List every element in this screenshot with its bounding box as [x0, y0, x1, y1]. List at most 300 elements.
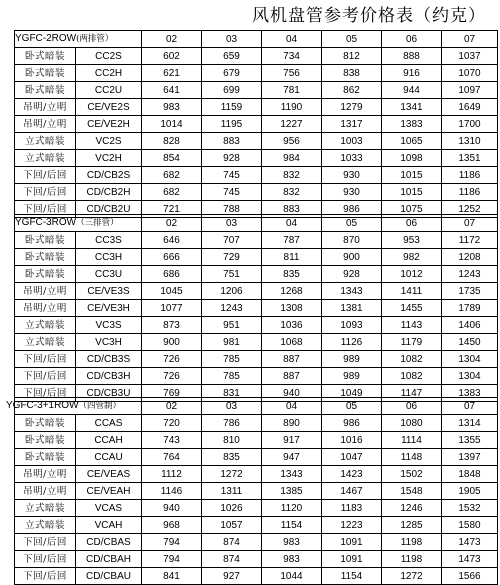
- model-cell: VCAS: [76, 500, 142, 517]
- table-row: [15, 317, 498, 334]
- price-cell: 1014: [142, 116, 202, 133]
- price-cell: 1285: [382, 517, 442, 534]
- price-cell: 1049: [322, 385, 382, 402]
- price-cell: 1080: [382, 415, 442, 432]
- price-cell: 917: [262, 432, 322, 449]
- table-row: [15, 466, 498, 483]
- model-cell: CCAH: [76, 432, 142, 449]
- column-header: 03: [202, 398, 262, 415]
- price-cell: 1252: [442, 201, 498, 218]
- price-cell: 1143: [382, 317, 442, 334]
- price-cell: 1036: [262, 317, 322, 334]
- model-cell: CCAU: [76, 449, 142, 466]
- price-cell: 785: [202, 368, 262, 385]
- price-cell: 1186: [442, 184, 498, 201]
- price-cell: 1186: [442, 167, 498, 184]
- price-cell: 835: [202, 449, 262, 466]
- column-header: 04: [262, 31, 322, 48]
- price-cell: 940: [142, 500, 202, 517]
- price-cell: 951: [202, 317, 262, 334]
- table-row: [15, 266, 498, 283]
- price-cell: 887: [262, 368, 322, 385]
- price-cell: 1383: [442, 385, 498, 402]
- price-cell: 1172: [442, 232, 498, 249]
- install-type-cell: 下回/后回: [15, 184, 76, 201]
- price-cell: 794: [142, 534, 202, 551]
- install-type-cell: 吊明/立明: [15, 483, 76, 500]
- price-cell: 883: [202, 133, 262, 150]
- price-cell: 1012: [382, 266, 442, 283]
- price-cell: 1580: [442, 517, 498, 534]
- price-cell: 1082: [382, 351, 442, 368]
- install-type-cell: 下回/后回: [15, 534, 76, 551]
- price-cell: 1057: [202, 517, 262, 534]
- column-header: 02: [142, 31, 202, 48]
- price-cell: 1314: [442, 415, 498, 432]
- price-cell: 1154: [322, 568, 382, 585]
- price-cell: 1190: [262, 99, 322, 116]
- model-cell: CE/VE2H: [76, 116, 142, 133]
- column-header: 02: [142, 215, 202, 232]
- price-cell: 788: [202, 201, 262, 218]
- install-type-cell: 卧式暗装: [15, 48, 76, 65]
- price-cell: 1045: [142, 283, 202, 300]
- price-cell: 1649: [442, 99, 498, 116]
- install-type-cell: 卧式暗装: [15, 415, 76, 432]
- column-header: 03: [202, 31, 262, 48]
- price-cell: 1195: [202, 116, 262, 133]
- install-type-cell: 下回/后回: [15, 201, 76, 218]
- price-cell: 1455: [382, 300, 442, 317]
- install-type-cell: 吊明/立明: [15, 116, 76, 133]
- price-cell: 787: [262, 232, 322, 249]
- column-header: 04: [262, 215, 322, 232]
- price-cell: 1473: [442, 534, 498, 551]
- table-row: [15, 232, 498, 249]
- install-type-cell: 卧式暗装: [15, 432, 76, 449]
- page-title: 风机盘管参考价格表（约克）: [252, 6, 486, 26]
- model-cell: CE/VE3S: [76, 283, 142, 300]
- price-cell: 1126: [322, 334, 382, 351]
- price-cell: 1268: [262, 283, 322, 300]
- price-cell: 743: [142, 432, 202, 449]
- install-type-cell: 卧式暗装: [15, 82, 76, 99]
- model-cell: CD/CB2U: [76, 201, 142, 218]
- price-cell: 1566: [442, 568, 498, 585]
- install-type-cell: 下回/后回: [15, 351, 76, 368]
- price-cell: 1473: [442, 551, 498, 568]
- price-cell: 1341: [382, 99, 442, 116]
- price-cell: 810: [202, 432, 262, 449]
- price-cell: 887: [262, 351, 322, 368]
- price-cell: 940: [262, 385, 322, 402]
- price-cell: 745: [202, 184, 262, 201]
- section-title: [15, 215, 142, 232]
- price-cell: 1700: [442, 116, 498, 133]
- price-cell: 721: [142, 201, 202, 218]
- price-cell: 729: [202, 249, 262, 266]
- model-cell: VC2S: [76, 133, 142, 150]
- table-row: [15, 48, 498, 65]
- model-cell: CCAS: [76, 415, 142, 432]
- section-title: [6, 398, 133, 415]
- price-cell: 1383: [382, 116, 442, 133]
- price-cell: 1154: [262, 517, 322, 534]
- price-cell: 1304: [442, 351, 498, 368]
- model-cell: CE/VE2S: [76, 99, 142, 116]
- price-cell: 983: [142, 99, 202, 116]
- price-cell: 1065: [382, 133, 442, 150]
- price-cell: 1097: [442, 82, 498, 99]
- model-cell: CE/VEAS: [76, 466, 142, 483]
- price-cell: 769: [142, 385, 202, 402]
- price-cell: 1082: [382, 368, 442, 385]
- price-cell: 1091: [322, 534, 382, 551]
- price-cell: 930: [322, 184, 382, 201]
- price-cell: 1198: [382, 551, 442, 568]
- table-row: [15, 249, 498, 266]
- section-title-text: YGFC-3+1ROW: [6, 400, 79, 411]
- section-title-note: （三排管）: [76, 218, 119, 228]
- price-cell: 1385: [262, 483, 322, 500]
- price-cell: 1905: [442, 483, 498, 500]
- price-cell: 699: [202, 82, 262, 99]
- price-cell: 751: [202, 266, 262, 283]
- model-cell: VC3S: [76, 317, 142, 334]
- price-cell: 1243: [202, 300, 262, 317]
- price-cell: 1016: [322, 432, 382, 449]
- price-table-3plus1row: [6, 397, 498, 585]
- table-row: [15, 133, 498, 150]
- price-cell: 1343: [262, 466, 322, 483]
- price-cell: 989: [322, 368, 382, 385]
- price-cell: 984: [262, 150, 322, 167]
- price-cell: 1091: [322, 551, 382, 568]
- column-header: 02: [142, 398, 202, 415]
- table-row: [15, 368, 498, 385]
- table-row: [15, 568, 498, 585]
- table-row: [15, 500, 498, 517]
- price-cell: 1789: [442, 300, 498, 317]
- price-cell: 1026: [202, 500, 262, 517]
- price-cell: 916: [382, 65, 442, 82]
- model-cell: CD/CBAS: [76, 534, 142, 551]
- price-cell: 682: [142, 184, 202, 201]
- price-cell: 989: [322, 351, 382, 368]
- price-cell: 659: [202, 48, 262, 65]
- model-cell: CD/CBAH: [76, 551, 142, 568]
- price-cell: 1548: [382, 483, 442, 500]
- price-cell: 679: [202, 65, 262, 82]
- column-header: 07: [442, 215, 498, 232]
- price-cell: 1077: [142, 300, 202, 317]
- install-type-cell: 下回/后回: [15, 385, 76, 402]
- install-type-cell: 吊明/立明: [15, 99, 76, 116]
- table-row: [15, 283, 498, 300]
- price-cell: 874: [202, 551, 262, 568]
- table-row: [15, 184, 498, 201]
- model-cell: VC3H: [76, 334, 142, 351]
- price-cell: 928: [202, 150, 262, 167]
- model-cell: VCAH: [76, 517, 142, 534]
- price-cell: 1120: [262, 500, 322, 517]
- price-cell: 1075: [382, 201, 442, 218]
- table-row: [15, 551, 498, 568]
- price-cell: 854: [142, 150, 202, 167]
- price-cell: 1735: [442, 283, 498, 300]
- price-cell: 720: [142, 415, 202, 432]
- section-title-note: （四管制）: [78, 401, 122, 411]
- price-cell: 785: [202, 351, 262, 368]
- section-title-text: YGFC-2ROW: [15, 33, 77, 44]
- price-cell: 1114: [382, 432, 442, 449]
- table-row: [15, 82, 498, 99]
- price-cell: 1033: [322, 150, 382, 167]
- section-header-row: [15, 215, 498, 232]
- price-cell: 841: [142, 568, 202, 585]
- price-cell: 1411: [382, 283, 442, 300]
- model-cell: CD/CBAU: [76, 568, 142, 585]
- price-cell: 874: [202, 534, 262, 551]
- section-title-text: YGFC-3ROW: [15, 217, 77, 228]
- price-cell: 838: [322, 65, 382, 82]
- section-title: [15, 31, 142, 48]
- table-row: [15, 334, 498, 351]
- price-cell: 1003: [322, 133, 382, 150]
- price-cell: 1047: [322, 449, 382, 466]
- price-cell: 1037: [442, 48, 498, 65]
- price-cell: 794: [142, 551, 202, 568]
- price-cell: 835: [262, 266, 322, 283]
- price-cell: 1015: [382, 184, 442, 201]
- table-row: [15, 517, 498, 534]
- price-cell: 1198: [382, 534, 442, 551]
- price-cell: 947: [262, 449, 322, 466]
- install-type-cell: 卧式暗装: [15, 249, 76, 266]
- price-cell: 986: [322, 201, 382, 218]
- price-cell: 1467: [322, 483, 382, 500]
- price-cell: 873: [142, 317, 202, 334]
- price-cell: 1272: [202, 466, 262, 483]
- price-cell: 686: [142, 266, 202, 283]
- price-cell: 1093: [322, 317, 382, 334]
- model-cell: CC2S: [76, 48, 142, 65]
- price-cell: 900: [322, 249, 382, 266]
- model-cell: VC2H: [76, 150, 142, 167]
- install-type-cell: 卧式暗装: [15, 232, 76, 249]
- price-cell: 781: [262, 82, 322, 99]
- price-cell: 956: [262, 133, 322, 150]
- price-cell: 983: [262, 534, 322, 551]
- price-cell: 831: [202, 385, 262, 402]
- price-cell: 666: [142, 249, 202, 266]
- install-type-cell: 吊明/立明: [15, 283, 76, 300]
- price-cell: 1206: [202, 283, 262, 300]
- model-cell: CC3H: [76, 249, 142, 266]
- column-header: 06: [382, 31, 442, 48]
- price-cell: 621: [142, 65, 202, 82]
- price-cell: 811: [262, 249, 322, 266]
- section-title-note: (两排管）: [76, 34, 114, 44]
- install-type-cell: 立式暗装: [15, 317, 76, 334]
- price-cell: 1450: [442, 334, 498, 351]
- price-cell: 707: [202, 232, 262, 249]
- install-type-cell: 吊明/立明: [15, 300, 76, 317]
- price-cell: 1317: [322, 116, 382, 133]
- model-cell: CE/VEAH: [76, 483, 142, 500]
- price-cell: 646: [142, 232, 202, 249]
- price-cell: 1148: [382, 449, 442, 466]
- price-cell: 1243: [442, 266, 498, 283]
- price-cell: 981: [202, 334, 262, 351]
- column-header: 06: [382, 215, 442, 232]
- column-header: 05: [322, 398, 382, 415]
- price-cell: 1179: [382, 334, 442, 351]
- price-cell: 1227: [262, 116, 322, 133]
- price-table-2row: [14, 30, 498, 218]
- price-cell: 756: [262, 65, 322, 82]
- table-row: [15, 150, 498, 167]
- price-cell: 888: [382, 48, 442, 65]
- price-cell: 930: [322, 167, 382, 184]
- price-cell: 1351: [442, 150, 498, 167]
- price-cell: 1070: [442, 65, 498, 82]
- column-header: 07: [442, 398, 498, 415]
- price-cell: 1246: [382, 500, 442, 517]
- table-row: [15, 99, 498, 116]
- price-cell: 986: [322, 415, 382, 432]
- column-header: 07: [442, 31, 498, 48]
- price-cell: 726: [142, 368, 202, 385]
- price-table-3row: [14, 214, 498, 402]
- install-type-cell: 下回/后回: [15, 167, 76, 184]
- price-cell: 1159: [202, 99, 262, 116]
- column-header: 05: [322, 215, 382, 232]
- model-cell: CE/VE3H: [76, 300, 142, 317]
- price-cell: 1068: [262, 334, 322, 351]
- install-type-cell: 卧式暗装: [15, 65, 76, 82]
- price-cell: 602: [142, 48, 202, 65]
- model-cell: CC3U: [76, 266, 142, 283]
- price-cell: 1147: [382, 385, 442, 402]
- price-cell: 944: [382, 82, 442, 99]
- price-cell: 832: [262, 184, 322, 201]
- table-row: [15, 483, 498, 500]
- price-cell: 890: [262, 415, 322, 432]
- price-cell: 812: [322, 48, 382, 65]
- price-cell: 745: [202, 167, 262, 184]
- price-cell: 1183: [322, 500, 382, 517]
- price-cell: 1279: [322, 99, 382, 116]
- price-cell: 786: [202, 415, 262, 432]
- price-cell: 1112: [142, 466, 202, 483]
- price-cell: 828: [142, 133, 202, 150]
- price-cell: 726: [142, 351, 202, 368]
- column-header: 06: [382, 398, 442, 415]
- price-cell: 1146: [142, 483, 202, 500]
- price-cell: 1343: [322, 283, 382, 300]
- model-cell: CC2H: [76, 65, 142, 82]
- model-cell: CD/CB3S: [76, 351, 142, 368]
- price-cell: 982: [382, 249, 442, 266]
- price-cell: 1423: [322, 466, 382, 483]
- price-cell: 764: [142, 449, 202, 466]
- price-cell: 1532: [442, 500, 498, 517]
- model-cell: CD/CB3U: [76, 385, 142, 402]
- install-type-cell: 下回/后回: [15, 368, 76, 385]
- price-cell: 870: [322, 232, 382, 249]
- install-type-cell: 立式暗装: [15, 500, 76, 517]
- table-row: [15, 351, 498, 368]
- install-type-cell: 立式暗装: [15, 150, 76, 167]
- model-cell: CC2U: [76, 82, 142, 99]
- model-cell: CD/CB3H: [76, 368, 142, 385]
- table-row: [15, 116, 498, 133]
- price-cell: 1310: [442, 133, 498, 150]
- section-header-row: [15, 398, 498, 415]
- table-row: [15, 65, 498, 82]
- price-cell: 734: [262, 48, 322, 65]
- price-cell: 682: [142, 167, 202, 184]
- price-cell: 1304: [442, 368, 498, 385]
- table-row: [15, 300, 498, 317]
- section-header-row: [15, 31, 498, 48]
- price-cell: 1355: [442, 432, 498, 449]
- column-header: 05: [322, 31, 382, 48]
- install-type-cell: 下回/后回: [15, 551, 76, 568]
- price-cell: 928: [322, 266, 382, 283]
- model-cell: CD/CB2H: [76, 184, 142, 201]
- price-cell: 1308: [262, 300, 322, 317]
- price-cell: 1311: [202, 483, 262, 500]
- price-cell: 1272: [382, 568, 442, 585]
- table-row: [15, 534, 498, 551]
- model-cell: CD/CB2S: [76, 167, 142, 184]
- price-cell: 983: [262, 551, 322, 568]
- price-cell: 1848: [442, 466, 498, 483]
- table-row: [15, 415, 498, 432]
- price-cell: 968: [142, 517, 202, 534]
- price-cell: 1381: [322, 300, 382, 317]
- price-cell: 1406: [442, 317, 498, 334]
- price-cell: 1208: [442, 249, 498, 266]
- price-cell: 1397: [442, 449, 498, 466]
- install-type-cell: 立式暗装: [15, 517, 76, 534]
- price-cell: 1098: [382, 150, 442, 167]
- price-cell: 862: [322, 82, 382, 99]
- table-row: [15, 432, 498, 449]
- price-cell: 953: [382, 232, 442, 249]
- install-type-cell: 吊明/立明: [15, 466, 76, 483]
- price-cell: 1223: [322, 517, 382, 534]
- install-type-cell: 卧式暗装: [15, 449, 76, 466]
- price-cell: 1044: [262, 568, 322, 585]
- price-cell: 1015: [382, 167, 442, 184]
- column-header: 03: [202, 215, 262, 232]
- price-cell: 1502: [382, 466, 442, 483]
- price-cell: 900: [142, 334, 202, 351]
- price-cell: 927: [202, 568, 262, 585]
- table-row: [15, 449, 498, 466]
- price-cell: 641: [142, 82, 202, 99]
- table-row: [15, 167, 498, 184]
- price-cell: 883: [262, 201, 322, 218]
- price-cell: 832: [262, 167, 322, 184]
- column-header: 04: [262, 398, 322, 415]
- install-type-cell: 卧式暗装: [15, 266, 76, 283]
- install-type-cell: 下回/后回: [15, 568, 76, 585]
- model-cell: CC3S: [76, 232, 142, 249]
